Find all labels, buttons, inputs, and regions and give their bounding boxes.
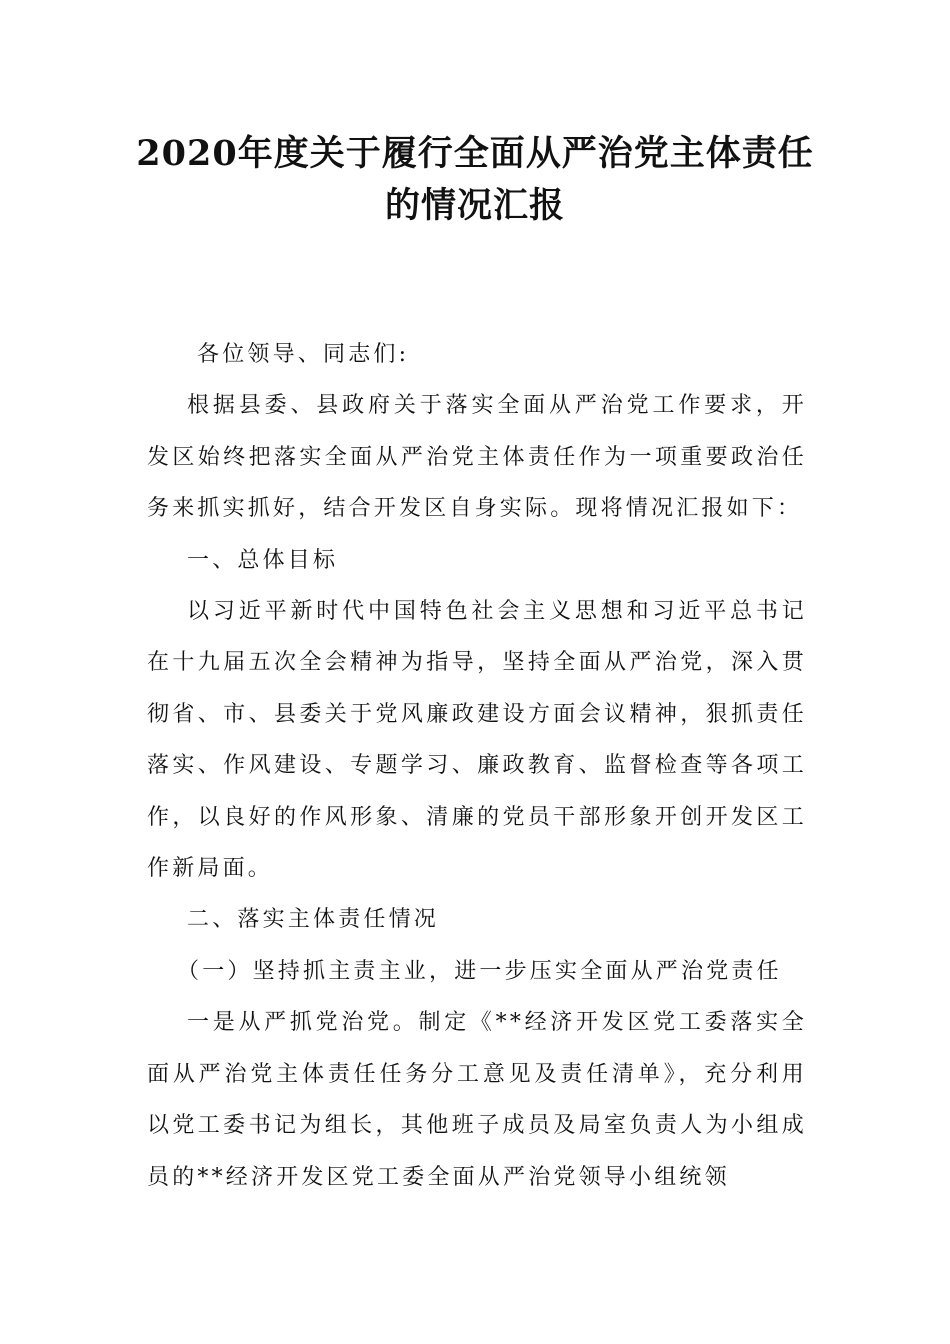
paragraph-point-1: 一是从严抓党治党。制定《**经济开发区党工委落实全面从严治党主体责任任务分工意见及责任清单》，充分利用以党工委书记为组长，其他班子成员及局室负责人为小组成员的**经济开发区党工委全面从严治党领导小组统领 [147,1010,807,1190]
subsection-heading-1: （一）坚持抓主责主业，进一步压实全面从严治党责任 [177,958,782,984]
section-heading-1: 一、总体目标 [187,547,339,573]
paragraph-goal: 以习近平新时代中国特色社会主义思想和习近平总书记在十九届五次全会精神为指导，坚持全面从严治党，深入贯彻省、市、县委关于党风廉政建设方面会议精神，狠抓责任落实、作风建设、专题学习、廉政教育、监督检查等各项工作，以良好的作风形象、清廉的党员干部形象开创开发区工作新局面。 [147,599,807,882]
document-title-line-2: 的情况汇报 [384,185,565,226]
document-body [147,329,807,1203]
document-title-line-1: 2020年度关于履行全面从严治党主体责任 [136,133,814,174]
section-heading-2: 二、落实主体责任情况 [187,907,440,933]
salutation: 各位领导、同志们: [197,342,410,367]
paragraph-intro: 根据县委、县政府关于落实全面从严治党工作要求，开发区始终把落实全面从严治党主体责任作为一项重要政治任务来抓实抓好，结合开发区自身实际。现将情况汇报如下： [147,393,807,522]
